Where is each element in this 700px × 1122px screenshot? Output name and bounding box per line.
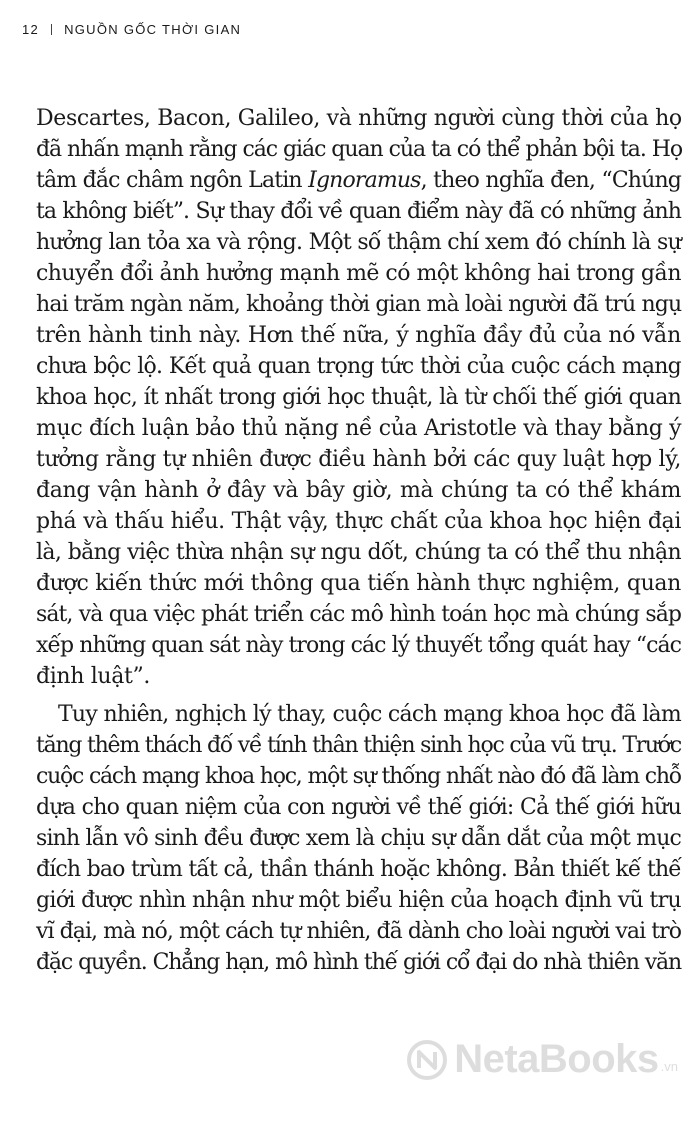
text-line: chưa bộc lộ. Kết quả quan trọng tức thời của cuộc cách mạng [36, 354, 681, 379]
text-line: trên hành tinh này. Hơn thế nữa, ý nghĩa đầy đủ của nó vẫn [36, 323, 681, 348]
paragraph-gap [36, 692, 681, 699]
netabooks-logo-icon [406, 1039, 448, 1081]
text-line: cuộc cách mạng khoa học, một sự thống nhất nào đó đã làm chỗ [36, 764, 681, 789]
text-line: khoa học, ít nhất trong giới học thuật, là từ chối thế giới quan [36, 385, 681, 410]
text-line: Tuy nhiên, nghịch lý thay, cuộc cách mạng khoa học đã làm [58, 702, 681, 727]
text-line: mục đích luận bảo thủ nặng nề của Aristotle và thay bằng ý [36, 416, 682, 441]
running-head [22, 22, 241, 37]
text-line: vĩ đại, mà nó, một cách tự nhiên, đã dành cho loài người vai trò [36, 919, 681, 944]
text-line: xếp những quan sát này trong các lý thuyết tổng quát hay “các [36, 633, 681, 658]
page-number: 12 [22, 22, 40, 37]
text-line: giới được nhìn nhận như một biểu hiện của hoạch định vũ trụ [36, 888, 681, 913]
text-segment: tâm đắc châm ngôn Latin [36, 168, 309, 193]
text-line: đích bao trùm tất cả, thần thánh hoặc không. Bản thiết kế thế [36, 857, 681, 882]
latin-term: Ignoramus [308, 168, 421, 193]
text-line: là, bằng việc thừa nhận sự ngu dốt, chúng ta có thể thu nhận [36, 540, 681, 565]
text-line: chuyển đổi ảnh hưởng mạnh mẽ có một không hai trong gần [36, 261, 681, 286]
text-line: phá và thấu hiểu. Thật vậy, thực chất của khoa học hiện đại [36, 509, 681, 534]
paragraph-2 [36, 699, 681, 978]
text-line: hai trăm ngàn năm, khoảng thời gian mà loài người đã trú ngụ [36, 292, 682, 317]
text-segment: , theo nghĩa đen, “Chúng [420, 168, 681, 193]
paragraph-1 [36, 103, 681, 692]
body-text [36, 103, 681, 978]
text-line: sát, và qua việc phát triển các mô hình toán học mà chúng sắp [36, 602, 681, 627]
running-title: NGUỒN GỐC THỜI GIAN [64, 22, 242, 37]
watermark-suffix: .vn [660, 1059, 678, 1074]
text-line: hưởng lan tỏa xa và rộng. Một số thậm chí xem đó chính là sự [36, 230, 681, 255]
text-line: đặc quyền. Chẳng hạn, mô hình thế giới cổ đại do nhà thiên văn [36, 950, 681, 975]
watermark-brand: NetaBooks [454, 1037, 659, 1081]
text-line: tăng thêm thách đố về tính thân thiện sinh học của vũ trụ. Trước [36, 733, 681, 758]
text-line: định luật”. [36, 664, 151, 689]
text-line: đang vận hành ở đây và bây giờ, mà chúng ta có thể khám [36, 478, 681, 503]
text-line [36, 165, 681, 196]
text-line: dựa cho quan niệm của con người về thế giới: Cả thế giới hữu [36, 795, 681, 820]
text-line: sinh lẫn vô sinh đều được xem là chịu sự dẫn dắt của một mục [36, 826, 681, 851]
watermark [406, 1037, 678, 1082]
text-line: đã nhấn mạnh rằng các giác quan của ta có thể phản bội ta. Họ [36, 137, 683, 162]
text-line: ta không biết”. Sự thay đổi về quan điểm này đã có những ảnh [36, 199, 681, 224]
header-separator [51, 24, 52, 35]
text-line: Descartes, Bacon, Galileo, và những người cùng thời của họ [36, 106, 682, 131]
text-line: được kiến thức mới thông qua tiến hành thực nghiệm, quan [36, 571, 681, 596]
text-line: tưởng rằng tự nhiên được điều hành bởi các quy luật hợp lý, [36, 447, 681, 472]
